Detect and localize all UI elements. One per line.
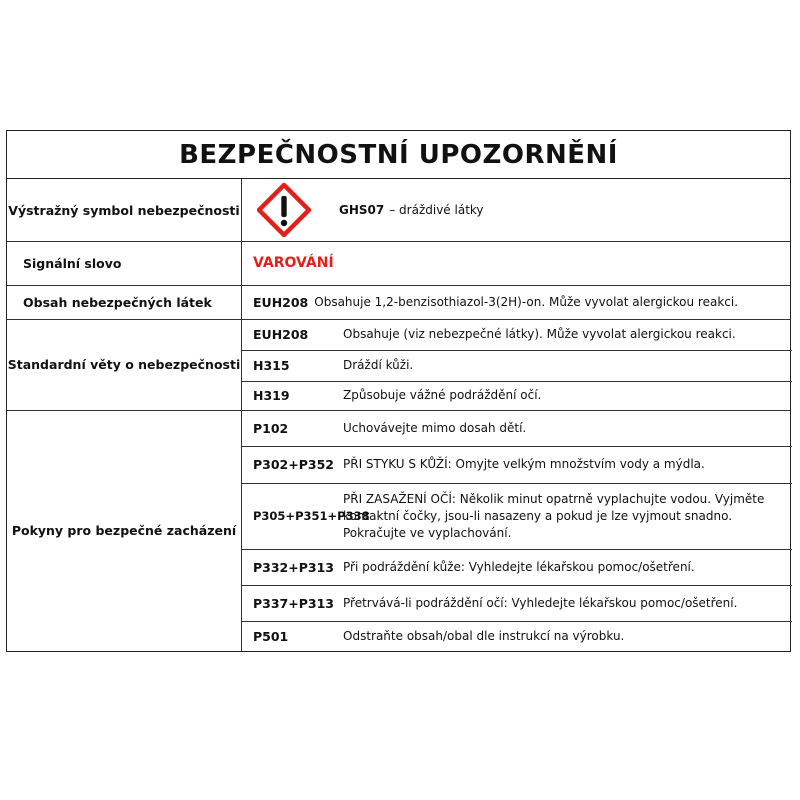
- ghs07-exclamation-icon: [257, 183, 311, 237]
- row-divider: [241, 621, 792, 622]
- precautionary-statement-code: P305+P351+P338: [253, 509, 370, 523]
- hazard-symbol-label: Výstražný symbol nebezpečnosti: [8, 202, 240, 218]
- precautionary-statement-text: PŘI STYKU S KŮŽÍ: Omyjte velkým množstvím vody a mýdla.: [343, 457, 705, 471]
- precautionary-statement-text: Při podráždění kůže: Vyhledejte lékařskou pomoc/ošetření.: [343, 559, 695, 574]
- hazardous-content-label: Obsah nebezpečných látek: [23, 294, 212, 310]
- hazardous-content-code: EUH208: [253, 294, 309, 310]
- precautionary-statement-text: Přetrvává-li podráždění očí: Vyhledejte lékařskou pomoc/ošetření.: [343, 595, 738, 610]
- hazard-statements-label: Standardní věty o nebezpečnosti: [7, 357, 241, 372]
- signal-word-label: Signální slovo: [23, 255, 122, 271]
- row-divider: [241, 350, 792, 351]
- safety-warning-table: [6, 130, 791, 652]
- hazard-statement-text: Obsahuje (viz nebezpečné látky). Může vyvolat alergickou reakci.: [343, 327, 736, 341]
- ghs-description: – dráždivé látky: [389, 203, 484, 217]
- precautionary-statement-code: P337+P313: [253, 595, 334, 611]
- precautionary-statement-code: P302+P352: [253, 457, 334, 472]
- page-title: BEZPEČNOSTNÍ UPOZORNĚNÍ: [7, 131, 790, 179]
- hazard-statement-text: Dráždí kůži.: [343, 358, 414, 372]
- column-divider: [241, 179, 242, 651]
- ghs-code: GHS07: [339, 203, 385, 217]
- hazard-symbol-cell: [257, 179, 484, 241]
- precautionary-statement-code: P102: [253, 420, 289, 436]
- precautionary-statement-text: Odstraňte obsah/obal dle instrukcí na výrobku.: [343, 628, 625, 643]
- precautionary-statement-text: Uchovávejte mimo dosah dětí.: [343, 420, 527, 435]
- hazard-statement-code: EUH208: [253, 327, 309, 342]
- hazardous-content-cell: [253, 285, 738, 319]
- precautionary-statement-text: PŘI ZASAŽENÍ OČÍ: Několik minut opatrně vyplachujte vodou. Vyjměte kontaktní čočky, jsou-li nasazeny a pokud je lze vyjmout snadno. Pokračujte ve vyplachování.: [343, 491, 765, 540]
- precautionary-statement-code: P501: [253, 628, 289, 644]
- hazard-statement-text: Způsobuje vážné podráždění očí.: [343, 388, 542, 402]
- hazardous-content-text: Obsahuje 1,2-benzisothiazol-3(2H)-on. Může vyvolat alergickou reakci.: [314, 295, 739, 309]
- hazard-statement-code: H319: [253, 388, 290, 403]
- signal-word-value: [253, 241, 334, 285]
- precautionary-statement-code: P332+P313: [253, 559, 334, 575]
- precautionary-statements-label: Pokyny pro bezpečné zacházení: [11, 523, 237, 538]
- signal-word-text: VAROVÁNÍ: [253, 255, 334, 271]
- hazard-statement-code: H315: [253, 358, 290, 373]
